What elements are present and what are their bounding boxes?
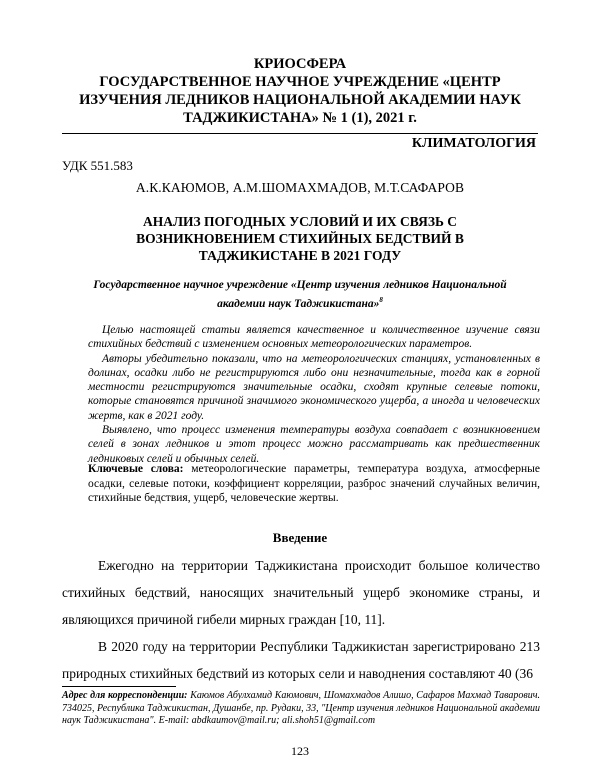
affiliation-text: Государственное научное учреждение «Центр изучения ледников Национальной академии наук Таджикистана» xyxy=(93,279,507,310)
affiliation xyxy=(80,278,520,311)
affiliation-footnote-mark: 8 xyxy=(379,295,383,304)
udc-code: УДК 551.583 xyxy=(62,158,133,173)
journal-line-3: ИЗУЧЕНИЯ ЛЕДНИКОВ НАЦИОНАЛЬНОЙ АКАДЕМИИ НАУК xyxy=(79,92,521,108)
authors: А.К.КАЮМОВ, А.М.ШОМАХМАДОВ, М.Т.САФАРОВ xyxy=(135,180,465,195)
body-text xyxy=(62,552,540,687)
abstract xyxy=(88,323,540,466)
footnote-label: Адрес для корреспонденции: xyxy=(62,690,188,701)
keywords-text: метеорологические параметры, температура воздуха, атмосферные осадки, селевые потоки, коэффициент корреляции, разброс значений случайных величин, стихийные бедствия, ущерб, человеческие жертвы. xyxy=(88,463,540,505)
body-paragraph: В 2020 году на территории Республики Таджикистан зарегистрировано 213 природных стихийных бедствий из которых сели и наводнения составляют 40 (36 xyxy=(62,639,540,681)
article-title: АНАЛИЗ ПОГОДНЫХ УСЛОВИЙ И ИХ СВЯЗЬ С ВОЗНИКНОВЕНИЕМ СТИХИЙНЫХ БЕДСТВИЙ В ТАДЖИКИСТАНЕ В 2021 ГОДУ xyxy=(136,214,464,263)
abstract-paragraph: Выявлено, что процесс изменения температуры воздуха совпадает с возникновением селей в зонах ледников и этот процесс можно рассматривать как предшественник ледниковых селей и обычных селей. xyxy=(88,424,540,465)
abstract-paragraph: Авторы убедительно показали, что на метеорологических станциях, установленных в долинах, осадки либо не регистрируются либо они незначительные, тогда как в горной местности регистрируются значительные осадки, сходят крупные селевые потоки, которые становятся причиной значимого экономического ущерба, а иногда и человеческих жертв, как в 2021 году. xyxy=(88,352,540,422)
body-paragraph: Ежегодно на территории Таджикистана происходит большое количество стихийных бедствий, наносящих значительный ущерб экономике страны, и являющихся причиной гибели мирных граждан [10, 11]. xyxy=(62,558,540,627)
journal-header xyxy=(60,55,540,127)
journal-line-4: ТАДЖИКИСТАНА» № 1 (1), 2021 г. xyxy=(183,110,417,126)
footnote-rule xyxy=(62,686,176,687)
footnote-text: Каюмов Абулхамид Каюмович, Шомахмадов Алишо, Сафаров Махмад Таварович. 734025, Республика Таджикистан, Душанбе, пр. Рудаки, 33, "Центр изучения ледников Национальной академии наук Таджикистана". E-mail: abdkaumov@mail.ru; ali.shoh51@gmail.com xyxy=(62,690,540,726)
journal-line-2: ГОСУДАРСТВЕННОЕ НАУЧНОЕ УЧРЕЖДЕНИЕ «ЦЕНТР xyxy=(99,74,501,90)
intro-heading: Введение xyxy=(272,530,328,545)
section-label: КЛИМАТОЛОГИЯ xyxy=(411,136,536,151)
keywords xyxy=(88,462,540,506)
journal-line-1: КРИОСФЕРА xyxy=(253,56,347,72)
keywords-label: Ключевые слова: xyxy=(88,463,184,475)
page-number: 123 xyxy=(291,744,309,758)
footnote xyxy=(62,690,540,728)
header-rule xyxy=(62,133,538,134)
abstract-paragraph: Целью настоящей статьи является качественное и количественное изучение связи стихийных бедствий с изменением основных метеорологических параметров. xyxy=(88,324,540,351)
